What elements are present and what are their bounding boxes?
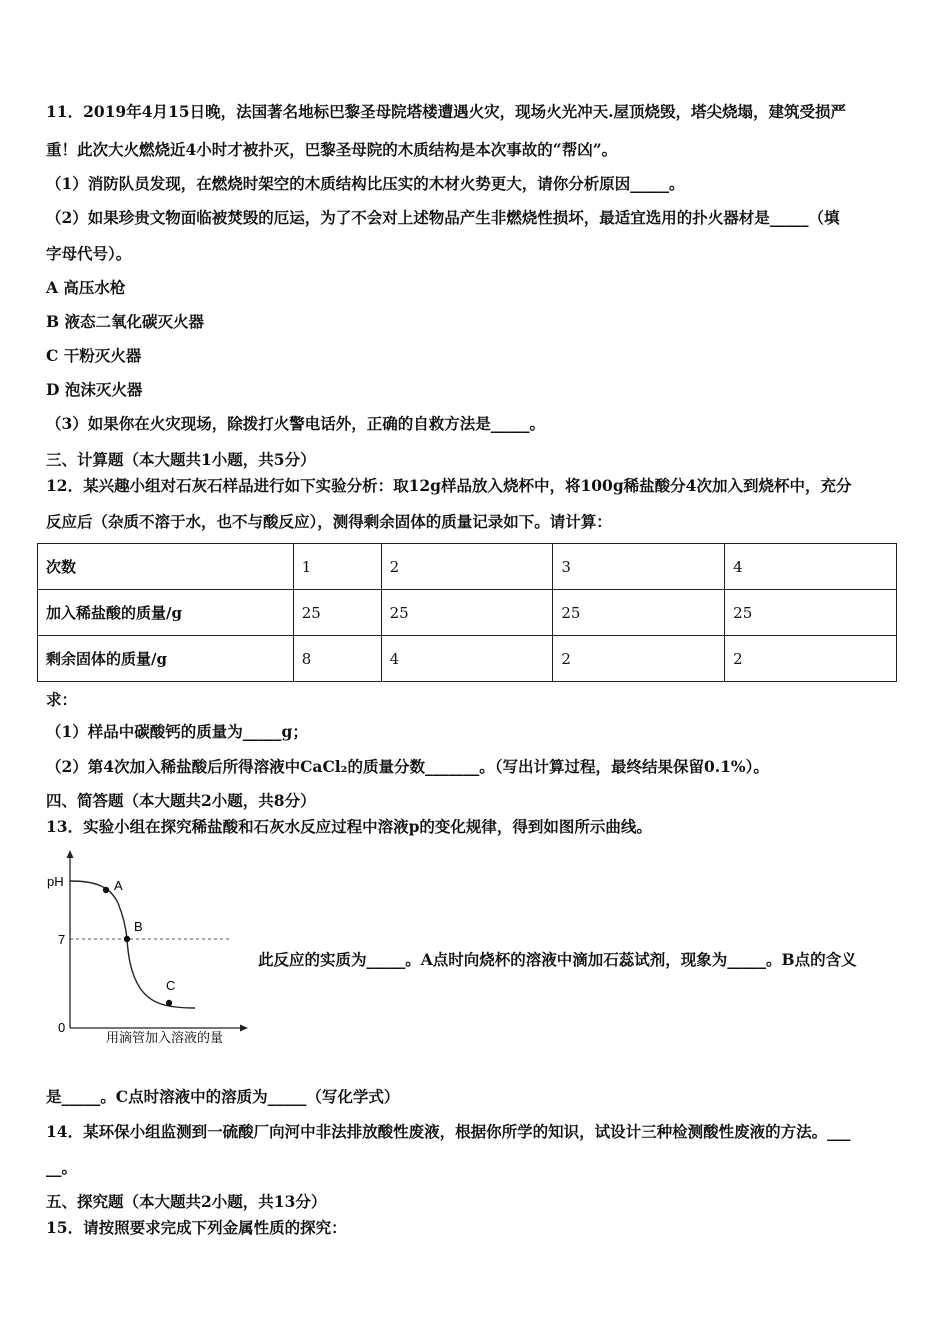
q11-option-c: C 干粉灭火器	[46, 346, 142, 365]
table-cell: 25	[293, 590, 381, 636]
q11-part1: （1）消防队员发现，在燃烧时架空的木质结构比压实的木材火势更大，请你分析原因_____。	[46, 174, 685, 193]
x-axis-arrow-icon	[240, 1025, 248, 1032]
point-a	[103, 887, 109, 893]
table-cell: 25	[553, 590, 725, 636]
q12-part2: （2）第4次加入稀盐酸后所得溶液中CaCl₂的质量分数_______。（写出计算过程，最终结果保留0.1%）。	[46, 757, 769, 776]
table-cell: 加入稀盐酸的质量/g	[38, 590, 294, 636]
table-cell: 1	[293, 544, 381, 590]
table-cell: 次数	[38, 544, 294, 590]
ph-curve	[70, 881, 195, 1008]
table-row	[38, 636, 897, 682]
q13-side-text: 此反应的实质为_____。A点时向烧杯的溶液中滴加石蕊试剂，现象为_____。B点的含义	[258, 950, 857, 969]
q15-stem: 15．请按照要求完成下列金属性质的探究：	[46, 1218, 347, 1237]
table-cell: 2	[725, 636, 897, 682]
table-cell: 剩余固体的质量/g	[38, 636, 294, 682]
q12-ask: 求：	[46, 690, 78, 709]
table-row	[38, 544, 897, 590]
q13-continued: 是_____。C点时溶液中的溶质为_____（写化学式）	[46, 1087, 400, 1106]
q13-stem: 13．实验小组在探究稀盐酸和石灰水反应过程中溶液p的变化规律，得到如图所示曲线。	[46, 817, 652, 836]
table-cell: 4	[381, 636, 553, 682]
table-cell: 8	[293, 636, 381, 682]
point-b-label: B	[134, 919, 143, 934]
origin-label: 0	[58, 1020, 66, 1035]
q11-part3: （3）如果你在火灾现场，除拨打火警电话外，正确的自救方法是_____。	[46, 414, 546, 433]
q11-option-d: D 泡沫灭火器	[46, 380, 143, 399]
section3-heading: 三、计算题（本大题共1小题，共5分）	[46, 450, 316, 469]
q12-stem-line1: 12．某兴趣小组对石灰石样品进行如下实验分析：取12g样品放入烧杯中，将100g稀盐酸分4次加入到烧杯中，充分	[46, 476, 852, 495]
table-row	[38, 590, 897, 636]
section5-heading: 五、探究题（本大题共2小题，共13分）	[46, 1192, 327, 1211]
point-a-label: A	[114, 878, 123, 893]
table-cell: 4	[725, 544, 897, 590]
q14-line2: __。	[46, 1158, 78, 1177]
table-cell: 25	[725, 590, 897, 636]
q12-data-table	[37, 543, 897, 682]
table-cell: 2	[381, 544, 553, 590]
ph-curve-graph	[40, 848, 250, 1048]
y-axis-arrow-icon	[67, 850, 74, 858]
q11-stem-line2: 重！此次大火燃烧近4小时才被扑灭，巴黎圣母院的木质结构是本次事故的“帮凶”。	[46, 140, 618, 159]
y-axis-label: pH	[47, 874, 64, 889]
q11-part2-line1: （2）如果珍贵文物面临被焚毁的厄运，为了不会对上述物品产生非燃烧性损坏，最适宜选用的扑火器材是_____（填	[46, 208, 840, 227]
q14-line1: 14．某环保小组监测到一硫酸厂向河中非法排放酸性废液，根据你所学的知识，试设计三种检测酸性废液的方法。___	[46, 1122, 851, 1141]
section4-heading: 四、简答题（本大题共2小题，共8分）	[46, 791, 316, 810]
point-b	[124, 936, 130, 942]
point-c-label: C	[166, 978, 176, 993]
q12-stem-line2: 反应后（杂质不溶于水，也不与酸反应），测得剩余固体的质量记录如下。请计算：	[46, 512, 612, 531]
q11-option-a: A 高压水枪	[46, 278, 126, 297]
table-cell: 2	[553, 636, 725, 682]
table-cell: 3	[553, 544, 725, 590]
q12-part1: （1）样品中碳酸钙的质量为_____g；	[46, 722, 308, 741]
q11-part2-line2: 字母代号）。	[46, 244, 132, 263]
q11-stem-line1: 11．2019年4月15日晚，法国著名地标巴黎圣母院塔楼遭遇火灾，现场火光冲天.屋顶烧毁，塔尖烧塌，建筑受损严	[46, 102, 846, 121]
x-axis-label: 用滴管加入溶液的量	[106, 1030, 224, 1045]
table-cell: 25	[381, 590, 553, 636]
y-tick-7: 7	[58, 932, 66, 947]
point-c	[166, 1000, 172, 1006]
q11-option-b: B 液态二氧化碳灭火器	[46, 312, 204, 331]
